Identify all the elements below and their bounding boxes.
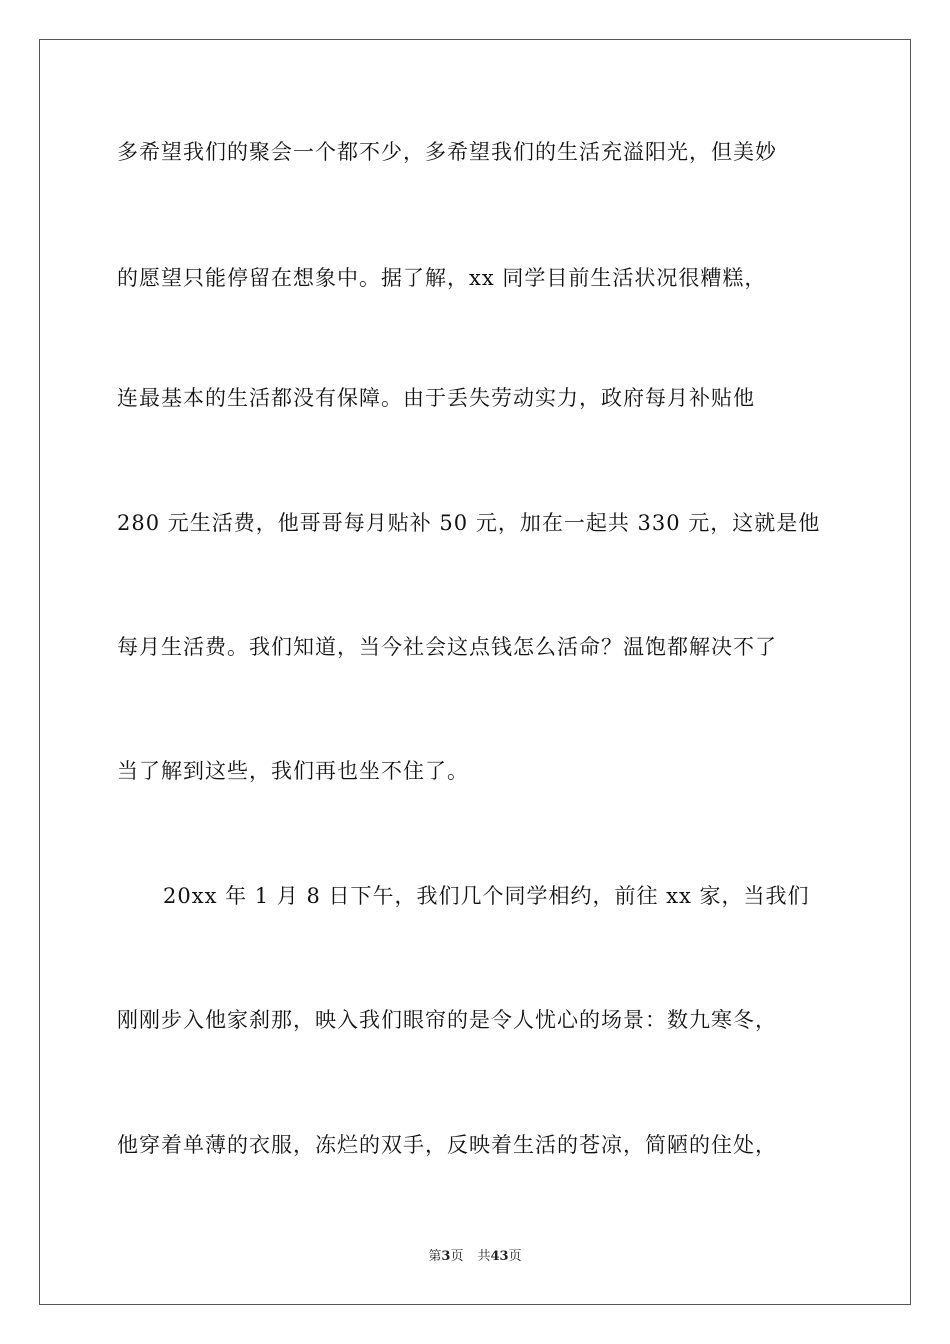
text-line-6: 当了解到这些，我们再也坐不住了。 [117,759,469,783]
footer-total-pages: 43 [490,1249,509,1264]
text-line-7: 20xx 年 1 月 8 日下午，我们几个同学相约，前往 xx 家，当我们 [163,884,810,908]
page-border [39,39,911,1305]
footer-page-prefix: 第 [428,1249,442,1264]
footer-page-suffix: 页 [450,1249,464,1264]
footer-total-prefix: 共 [477,1249,491,1264]
text-line-8: 刚刚步入他家刹那，映入我们眼帘的是令人忧心的场景：数九寒冬， [117,1008,777,1032]
footer-total-suffix: 页 [508,1249,522,1264]
text-line-2: 的愿望只能停留在想象中。据了解，xx 同学目前生活状况很糟糕， [117,266,767,290]
text-line-9: 他穿着单薄的衣服，冻烂的双手，反映着生活的苍凉，简陋的住处， [117,1133,777,1157]
text-line-5: 每月生活费。我们知道，当今社会这点钱怎么活命？温饱都解决不了 [117,635,777,659]
page-footer [0,1248,950,1266]
text-line-3: 连最基本的生活都没有保障。由于丢失劳动实力，政府每月补贴他 [117,386,755,410]
footer-page-number: 3 [441,1249,451,1264]
text-line-1: 多希望我们的聚会一个都不少，多希望我们的生活充溢阳光，但美妙 [117,140,777,164]
text-line-4: 280 元生活费，他哥哥每月贴补 50 元，加在一起共 330 元，这就是他 [117,511,821,535]
